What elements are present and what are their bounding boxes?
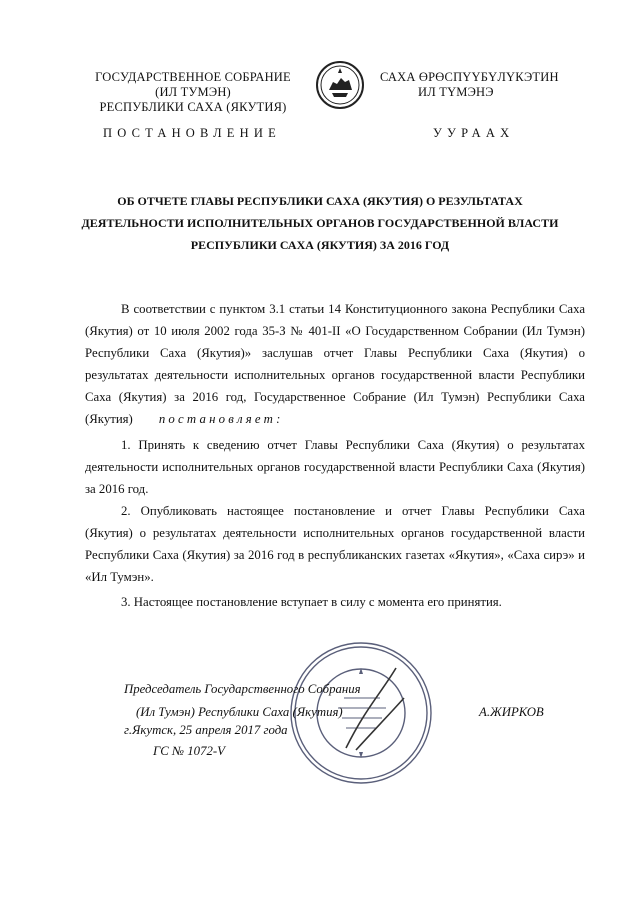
item-2-paragraph	[85, 500, 585, 588]
text-line: за 2016 год.	[85, 482, 149, 496]
header-right-line: ИЛ ТҮМЭНЭ	[418, 85, 494, 99]
text-line	[85, 408, 585, 430]
title-line: РЕСПУБЛИКИ САХА (ЯКУТИЯ) ЗА 2016 ГОД	[190, 238, 450, 252]
text-line: 3. Настоящее постановление вступает в силу с момента его принятия.	[121, 595, 502, 609]
text-line: Саха (Якутия) за 2016 год, Государственное Собрание (Ил Тумэн) Республики Саха	[85, 390, 585, 404]
text-line: Республики Саха (Якутия)» заслушав отчет Главы Республики Саха (Якутия) о	[85, 346, 585, 360]
item-1-paragraph	[85, 434, 585, 500]
place-date: г.Якутск, 25 апреля 2017 года	[124, 723, 288, 737]
signatory-name: А.ЖИРКОВ	[479, 705, 544, 719]
decree-label-ru: ПОСТАНОВЛЕНИЕ	[103, 126, 281, 140]
text-fragment: (Якутия)	[85, 412, 133, 426]
header-left	[82, 70, 304, 115]
text-line: «Ил Тумэн».	[85, 570, 154, 584]
signature-title-line: (Ил Тумэн) Республики Саха (Якутия)	[136, 705, 343, 719]
decides-word: постановляет:	[158, 412, 284, 426]
text-line: (Якутия) от 10 июля 2002 года 35-З № 401-II «О Государственном Собрании (Ил Тумэн)	[85, 324, 585, 338]
header-right-line: САХА ӨРӨСПҮҮБҮЛҮКЭТИН	[380, 70, 559, 84]
text-line: 2. Опубликовать настоящее постановление и отчет Главы Республики Саха	[121, 504, 585, 518]
title-line: ОБ ОТЧЕТЕ ГЛАВЫ РЕСПУБЛИКИ САХА (ЯКУТИЯ) О РЕЗУЛЬТАТАХ	[117, 194, 523, 208]
text-line: деятельности исполнительных органов государственной власти Республики Саха (Якутия)	[85, 460, 585, 474]
text-line: В соответствии с пунктом 3.1 статьи 14 Конституционного закона Республики Саха	[121, 302, 585, 316]
document-number: ГС № 1072-V	[153, 744, 225, 758]
text-line: результатах деятельности исполнительных органов государственной власти Республики	[85, 368, 585, 382]
item-3-paragraph	[85, 591, 585, 613]
text-line: 1. Принять к сведению отчет Главы Республики Саха (Якутия) о результатах	[121, 438, 585, 452]
header-left-line: (ИЛ ТУМЭН)	[155, 85, 231, 99]
coat-of-arms-icon	[315, 60, 365, 110]
header-left-line: ГОСУДАРСТВЕННОЕ СОБРАНИЕ	[95, 70, 291, 84]
text-line: (Якутия) о результатах деятельности исполнительных органов государственной власти	[85, 526, 585, 540]
text-line: Республики Саха (Якутия) за 2016 год в республиканских газетах «Якутия», «Саха сирэ» и	[85, 548, 585, 562]
document-title	[80, 190, 560, 256]
header-left-line: РЕСПУБЛИКИ САХА (ЯКУТИЯ)	[99, 100, 287, 114]
header-right	[380, 70, 580, 100]
decree-label-sakha: УУРААХ	[433, 126, 515, 140]
preamble-paragraph	[85, 298, 585, 430]
signature-title-line: Председатель Государственного Собрания	[124, 682, 361, 696]
title-line: ДЕЯТЕЛЬНОСТИ ИСПОЛНИТЕЛЬНЫХ ОРГАНОВ ГОСУДАРСТВЕННОЙ ВЛАСТИ	[81, 216, 559, 230]
